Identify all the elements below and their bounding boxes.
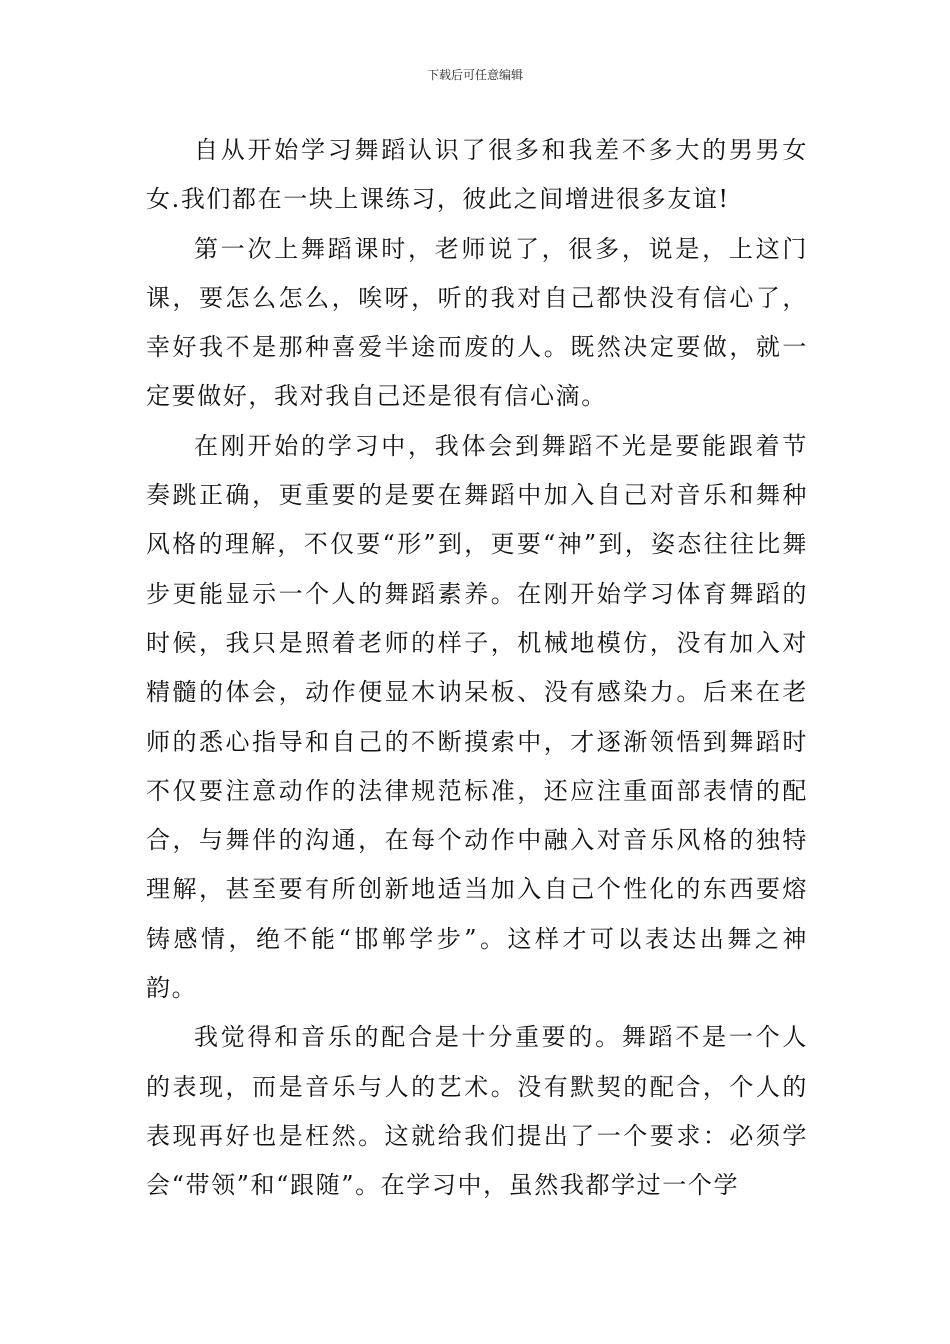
- paragraph-4: 我觉得和音乐的配合是十分重要的。舞蹈不是一个人的表现，而是音乐与人的艺术。没有默契的配合，个人的表现再好也是枉然。这就给我们提出了一个要求：必须学会“带领”和“跟随”。在学习中，虽然我都学过一个学: [146, 1023, 808, 1200]
- paragraph-3: 在刚开始的学习中，我体会到舞蹈不光是要能跟着节奏跳正确，更重要的是要在舞蹈中加入自己对音乐和舞种风格的理解，不仅要“形”到，更要“神”到，姿态往往比舞步更能显示一个人的舞蹈素养。在刚开始学习体育舞蹈的时候，我只是照着老师的样子，机械地模仿，没有加入对精髓的体会，动作便显木讷呆板、没有感染力。后来在老师的悉心指导和自己的不断摸索中，才逐渐领悟到舞蹈时不仅要注意动作的法律规范标准，还应注重面部表情的配合，与舞伴的沟通，在每个动作中融入对音乐风格的独特理解，甚至要有所创新地适当加入自己个性化的东西要熔铸感情，绝不能“邯郸学步”。这样才可以表达出舞之神韵。: [146, 431, 808, 1003]
- page-header: 下载后可任意编辑: [426, 68, 523, 82]
- document-body: [146, 126, 808, 1211]
- paragraph-2: 第一次上舞蹈课时，老师说了，很多，说是，上这门课，要怎么怎么，唉呀，听的我对自己都快没有信心了，幸好我不是那种喜爱半途而废的人。既然决定要做，就一定要做好，我对我自己还是很有信心滴。: [146, 234, 808, 411]
- paragraph-1: 自从开始学习舞蹈认识了很多和我差不多大的男男女女.我们都在一块上课练习，彼此之间增进很多友谊!: [146, 136, 808, 214]
